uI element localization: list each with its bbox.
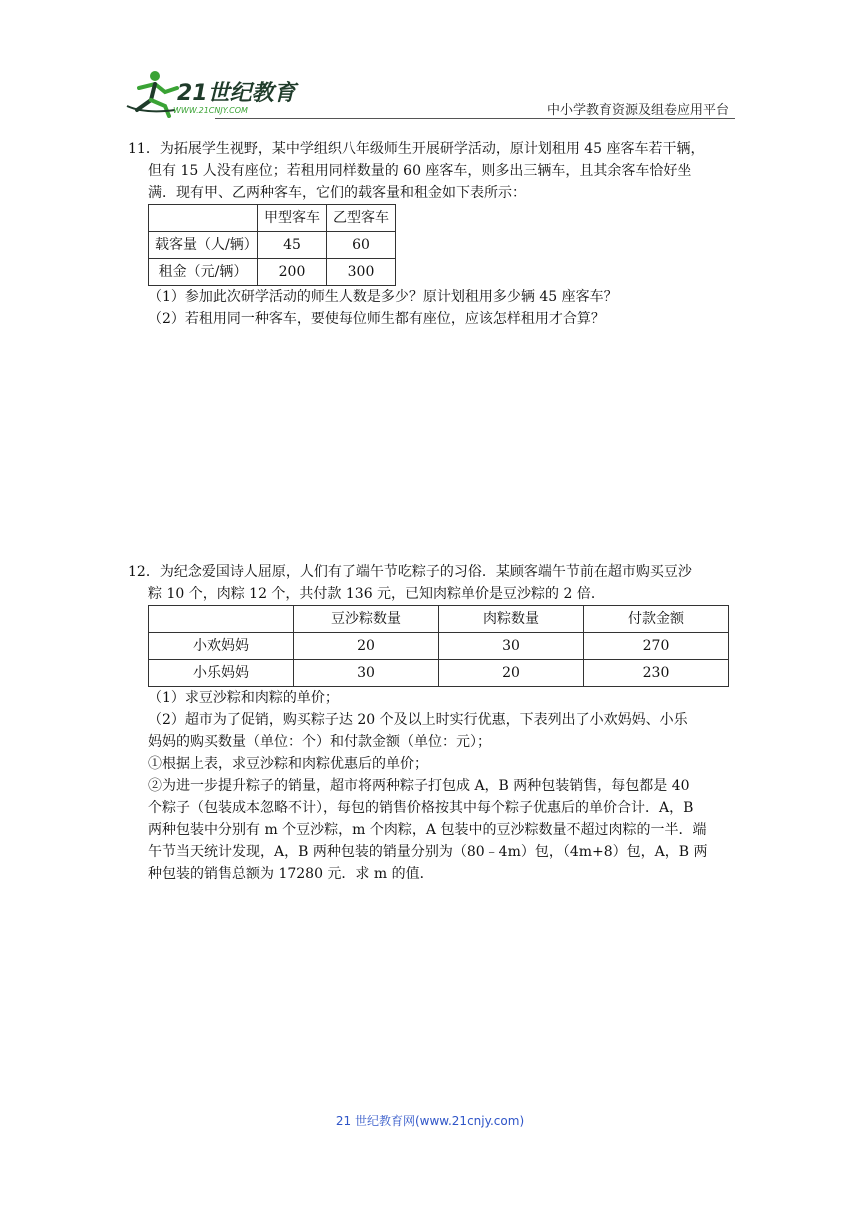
- page-footer[interactable]: 21 世纪教育网(www.21cnjy.com): [335, 1114, 525, 1128]
- q12-c2c: 两种包装中分别有 m 个豆沙粽，m 个肉粽，A 包装中的豆沙粽数量不超过肉粽的一半．端: [148, 822, 707, 838]
- q12-sub1: （1）求豆沙粽和肉粽的单价；: [148, 690, 339, 706]
- table-cell: 230: [584, 660, 729, 687]
- table-cell: [149, 205, 258, 232]
- table-row: [149, 259, 396, 286]
- q12-line1: 为纪念爱国诗人屈原，人们有了端午节吃粽子的习俗．某顾客端午节前在超市购买豆沙: [159, 564, 692, 580]
- table-cell: 300: [327, 259, 396, 286]
- table-cell: 60: [327, 232, 396, 259]
- q11-table: [148, 204, 396, 286]
- q12-table: [148, 605, 729, 687]
- table-cell: [149, 606, 294, 633]
- q11-line1: 为拓展学生视野，某中学组织八年级师生开展研学活动，原计划租用 45 座客车若干辆，: [159, 141, 705, 157]
- table-cell: 租金（元/辆）: [149, 259, 258, 286]
- q12-c2e: 种包装的销售总额为 17280 元．求 m 的值．: [148, 866, 434, 882]
- table-row: [149, 606, 729, 633]
- q11-number: 11．: [128, 141, 160, 157]
- q12-c2b: 个粽子（包装成本忽略不计），每包的销售价格按其中每个粽子优惠后的单价合计．A，B: [148, 800, 694, 816]
- table-row: [149, 205, 396, 232]
- q12-c2a: ②为进一步提升粽子的销量，超市将两种粽子打包成 A，B 两种包装销售，每包都是 40: [148, 778, 690, 794]
- question-12: [128, 561, 736, 885]
- table-cell: 30: [294, 660, 439, 687]
- svg-text:WWW.21CNJY.COM: WWW.21CNJY.COM: [173, 106, 248, 115]
- svg-text:21世纪教育: 21世纪教育: [177, 81, 296, 106]
- question-11: [128, 138, 736, 330]
- table-cell: 乙型客车: [327, 205, 396, 232]
- q11-sub1: （1）参加此次研学活动的师生人数是多少？原计划租用多少辆 45 座客车？: [148, 289, 618, 305]
- table-cell: 豆沙粽数量: [294, 606, 439, 633]
- header-platform-text: 中小学教育资源及组卷应用平台: [546, 103, 729, 118]
- table-cell: 载客量（人/辆）: [149, 232, 258, 259]
- table-row: [149, 660, 729, 687]
- table-row: [149, 633, 729, 660]
- q12-line2: 粽 10 个，肉粽 12 个，共付款 136 元，已知肉粽单价是豆沙粽的 2 倍．: [148, 586, 605, 602]
- q12-sub2b: 妈妈的购买数量（单位：个）和付款金额（单位：元）；: [148, 734, 491, 750]
- q11-line2: 但有 15 人没有座位；若租用同样数量的 60 座客车，则多出三辆车，且其余客车恰好坐: [148, 163, 692, 179]
- table-cell: 甲型客车: [258, 205, 327, 232]
- table-row: [149, 232, 396, 259]
- table-cell: 小欢妈妈: [149, 633, 294, 660]
- q11-line3: 满．现有甲、乙两种客车，它们的载客量和租金如下表所示：: [148, 185, 526, 201]
- q12-c1: ①根据上表，求豆沙粽和肉粽优惠后的单价；: [148, 756, 428, 772]
- table-cell: 30: [439, 633, 584, 660]
- table-cell: 20: [294, 633, 439, 660]
- q12-c2d: 午节当天统计发现，A，B 两种包装的销量分别为（80﹣4m）包，（4m+8）包，A，B 两: [148, 844, 708, 860]
- logo-icon: [125, 66, 325, 118]
- header-divider: [215, 118, 735, 119]
- table-cell: 45: [258, 232, 327, 259]
- page-header: [125, 66, 735, 120]
- table-cell: 小乐妈妈: [149, 660, 294, 687]
- table-cell: 270: [584, 633, 729, 660]
- q12-number: 12．: [128, 564, 160, 580]
- table-cell: 肉粽数量: [439, 606, 584, 633]
- table-cell: 付款金额: [584, 606, 729, 633]
- table-cell: 20: [439, 660, 584, 687]
- q12-sub2a: （2）超市为了促销，购买粽子达 20 个及以上时实行优惠，下表列出了小欢妈妈、小乐: [148, 712, 688, 728]
- q11-sub2: （2）若租用同一种客车，要使每位师生都有座位，应该怎样租用才合算？: [148, 311, 605, 327]
- table-cell: 200: [258, 259, 327, 286]
